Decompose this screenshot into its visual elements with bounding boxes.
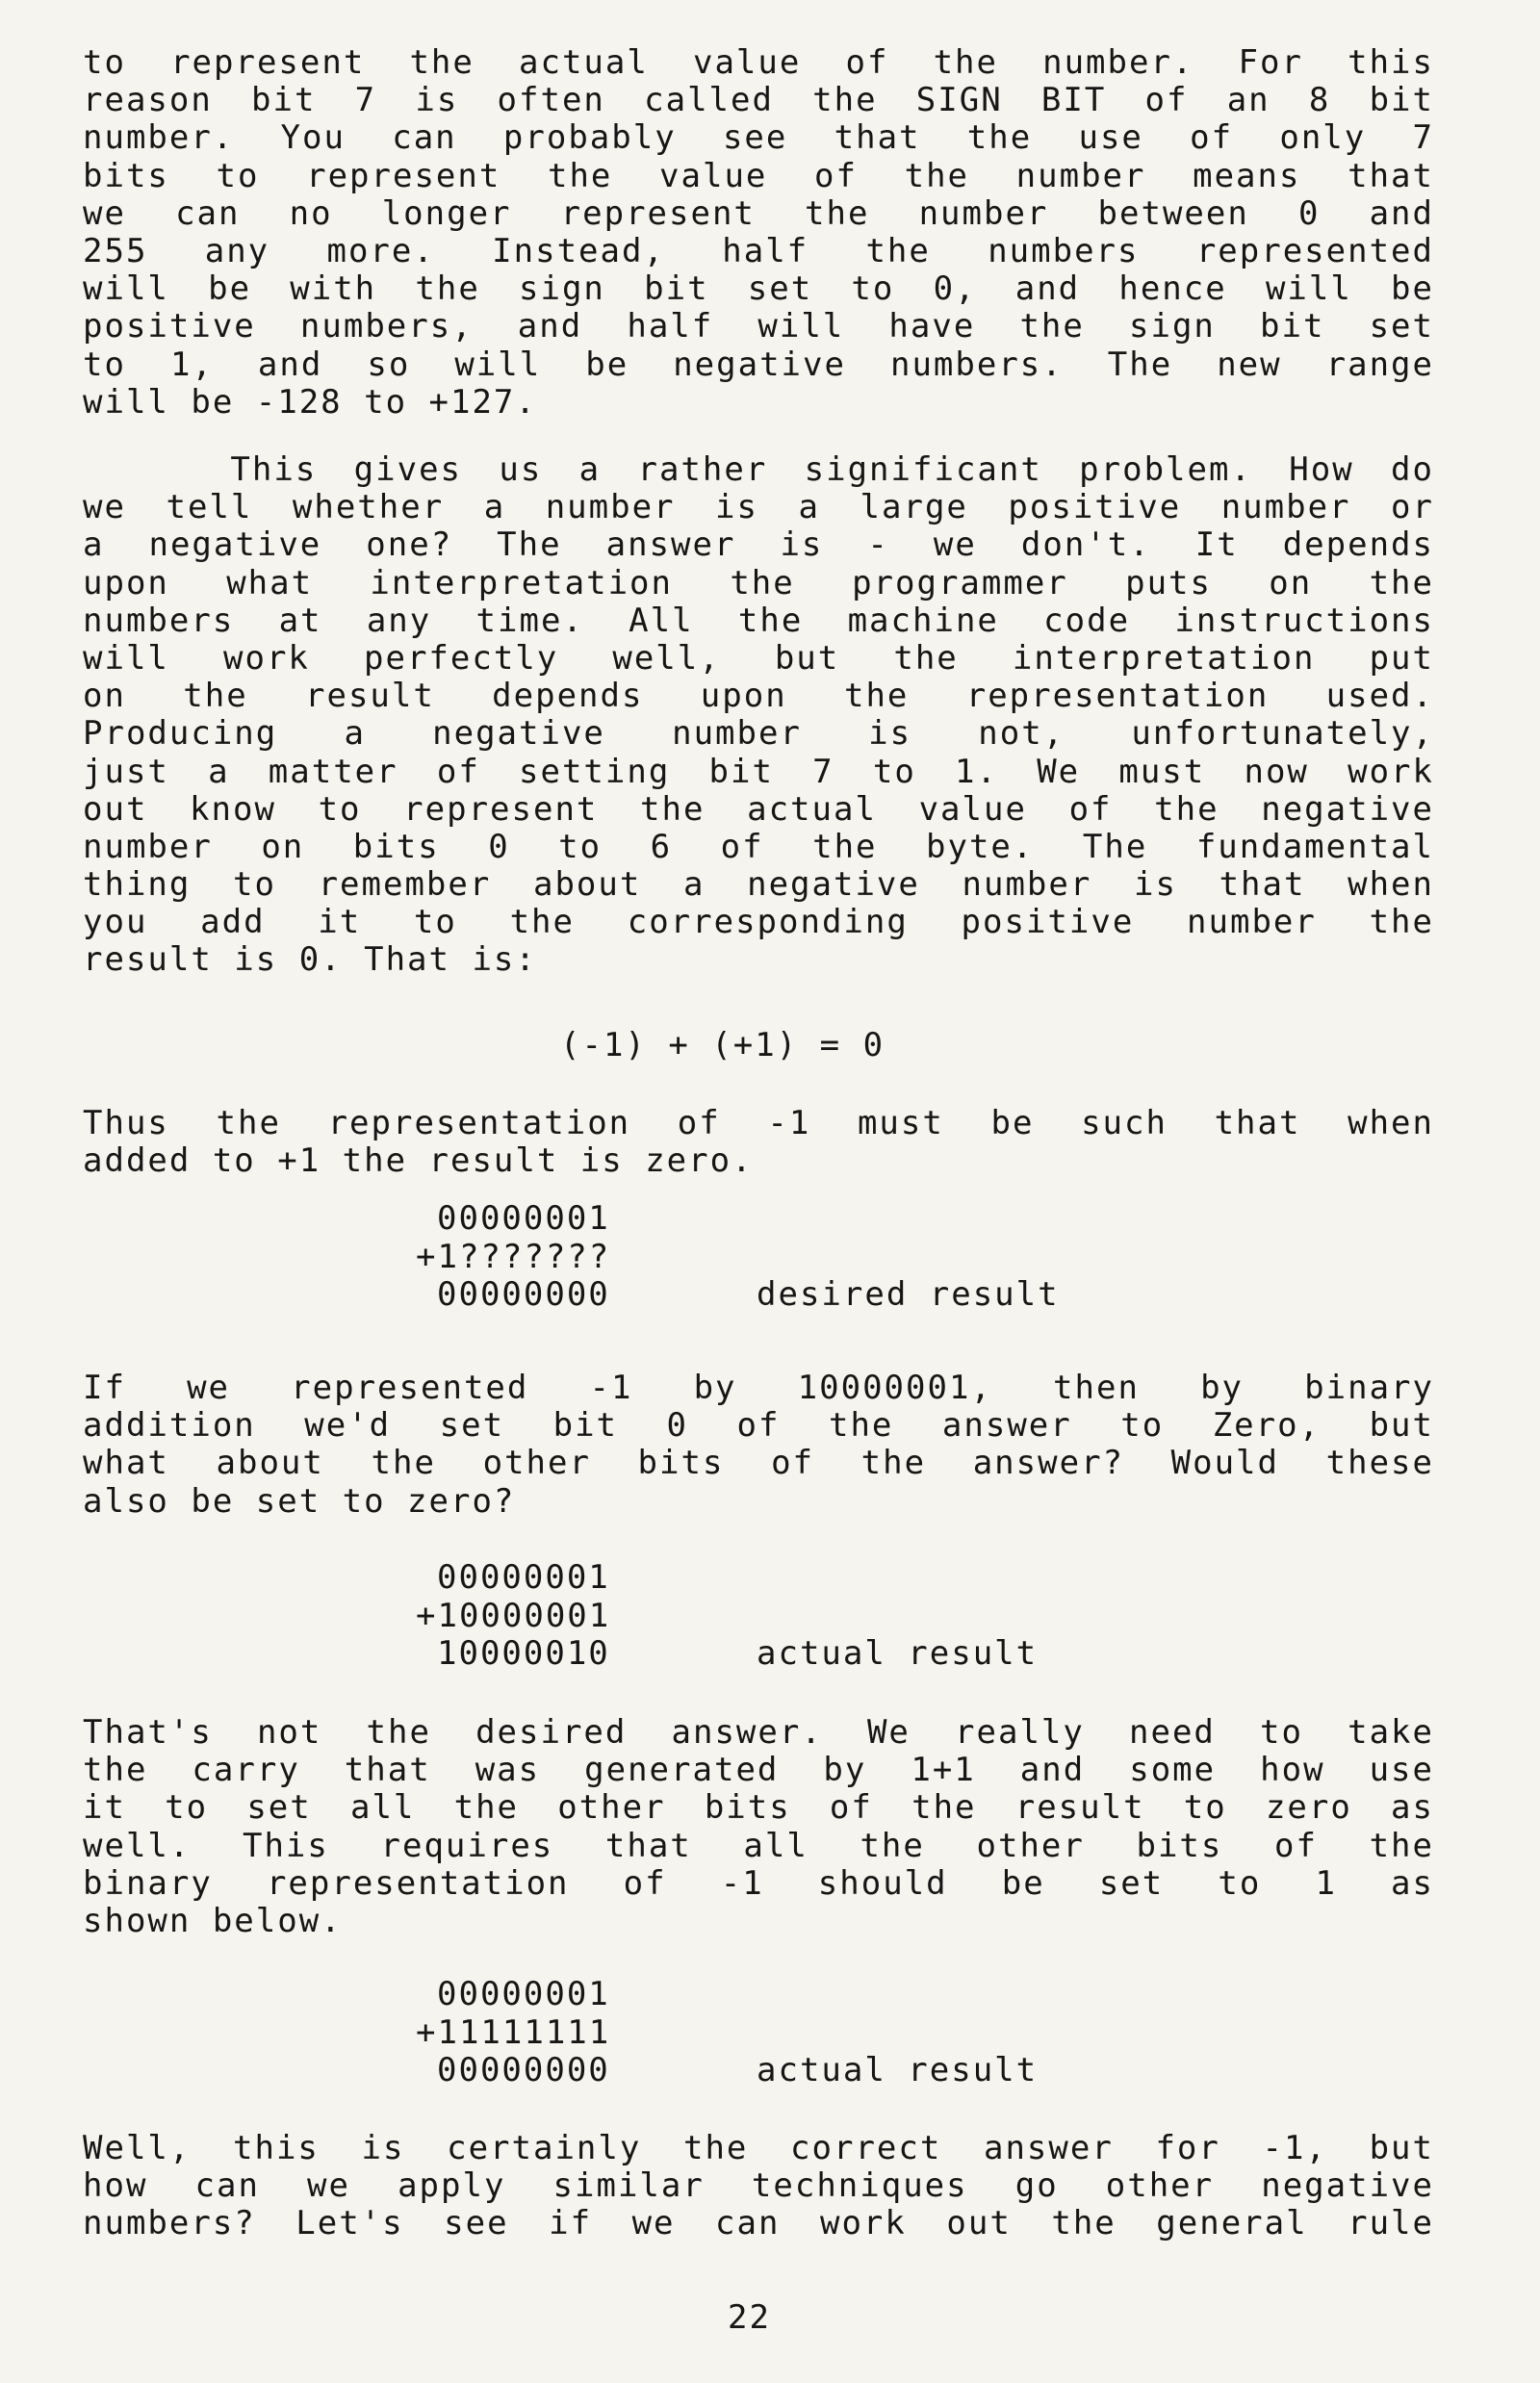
binary-addition-desired (416, 1199, 611, 1315)
page-number: 22 (728, 2298, 771, 2337)
binary-addition-correct (416, 1975, 611, 2090)
calc-operand: 00000001 (437, 1558, 610, 1597)
text-line: number on bits 0 to 6 of the byte. The fundamental (83, 827, 1434, 866)
calc-operand: +11111111 (416, 2012, 611, 2052)
text-line: will be -128 to +127. (83, 382, 537, 422)
text-line: a negative one? The answer is - we don't. It depends (83, 525, 1434, 565)
text-line: to 1, and so will be negative numbers. The new range (83, 345, 1434, 384)
calc-note: desired result (757, 1275, 1060, 1314)
text-line: we tell whether a number is a large positive number or (83, 488, 1434, 527)
paragraph-attempt (83, 1370, 1434, 1521)
text-line: to represent the actual value of the number. For this (83, 43, 1434, 82)
text-line: shown below. (83, 1901, 343, 1940)
calc-operand: +10000001 (416, 1596, 611, 1635)
calc-result: 10000010 (437, 1634, 610, 1673)
text-line: added to +1 the result is zero. (83, 1141, 754, 1181)
calc-note: actual result (757, 1634, 1039, 1673)
text-line: Well, this is certainly the correct answer for -1, but (83, 2129, 1434, 2167)
text-line: Thus the representation of -1 must be such that when (83, 1104, 1434, 1142)
text-line: well. This requires that all the other bits of the (83, 1826, 1434, 1865)
text-line: This gives us a rather significant problem. How do (83, 450, 1434, 489)
binary-addition-attempt (416, 1558, 611, 1674)
text-line: If we represented -1 by 10000001, then by binary (83, 1369, 1434, 1407)
text-line: also be set to zero? (83, 1481, 516, 1521)
text-line: just a matter of setting bit 7 to 1. We must now work (83, 752, 1434, 791)
text-line: out know to represent the actual value of the negative (83, 789, 1434, 829)
text-line: you add it to the corresponding positive number the (83, 903, 1434, 942)
text-line: what about the other bits of the answer? Would these (83, 1444, 1434, 1483)
calc-operand: 00000001 (437, 1199, 610, 1238)
calc-result: 00000000 (437, 1275, 610, 1314)
text-line: how can we apply similar techniques go other negative (83, 2166, 1434, 2206)
paragraph-carry (83, 1714, 1434, 1940)
paragraph-problem (83, 451, 1434, 980)
text-line: binary representation of -1 should be set to 1 as (83, 1863, 1434, 1903)
text-line: we can no longer represent the number between 0 and (83, 193, 1434, 233)
text-line: Producing a negative number is not, unfortunately, (83, 714, 1434, 754)
text-line: thing to remember about a negative number is that when (83, 865, 1434, 905)
text-line: the carry that was generated by 1+1 and some how use (83, 1751, 1434, 1790)
calc-operand: 00000001 (437, 1975, 610, 2013)
text-line: positive numbers, and half will have the sign bit set (83, 307, 1434, 346)
calc-result: 00000000 (437, 2051, 610, 2089)
text-line: will be with the sign bit set to 0, and hence will be (83, 269, 1434, 309)
text-line: bits to represent the value of the number means that (83, 156, 1434, 195)
text-line: number. You can probably see that the use of only 7 (83, 118, 1434, 158)
text-line: it to set all the other bits of the result to zero as (83, 1788, 1434, 1828)
text-line: result is 0. That is: (83, 940, 537, 980)
text-line: will work perfectly well, but the interpretation put (83, 638, 1434, 678)
text-line: reason bit 7 is often called the SIGN BIT of an 8 bit (83, 81, 1434, 120)
paragraph-sign-bit (83, 44, 1434, 422)
text-line: numbers at any time. All the machine code instructions (83, 601, 1434, 640)
text-line: upon what interpretation the programmer puts on the (83, 563, 1434, 602)
paragraph-general-rule (83, 2130, 1434, 2243)
text-line: numbers? Let's see if we can work out the general rule (83, 2204, 1434, 2243)
text-line: on the result depends upon the representation used. (83, 677, 1434, 716)
text-line: That's not the desired answer. We really need to take (83, 1713, 1434, 1752)
calc-operand: +1??????? (416, 1237, 611, 1276)
paragraph-representation (83, 1105, 1434, 1180)
equation: (-1) + (+1) = 0 (560, 1026, 886, 1064)
text-line: 255 any more. Instead, half the numbers represented (83, 231, 1434, 270)
calc-note: actual result (757, 2051, 1039, 2089)
text-line: addition we'd set bit 0 of the answer to Zero, but (83, 1406, 1434, 1446)
